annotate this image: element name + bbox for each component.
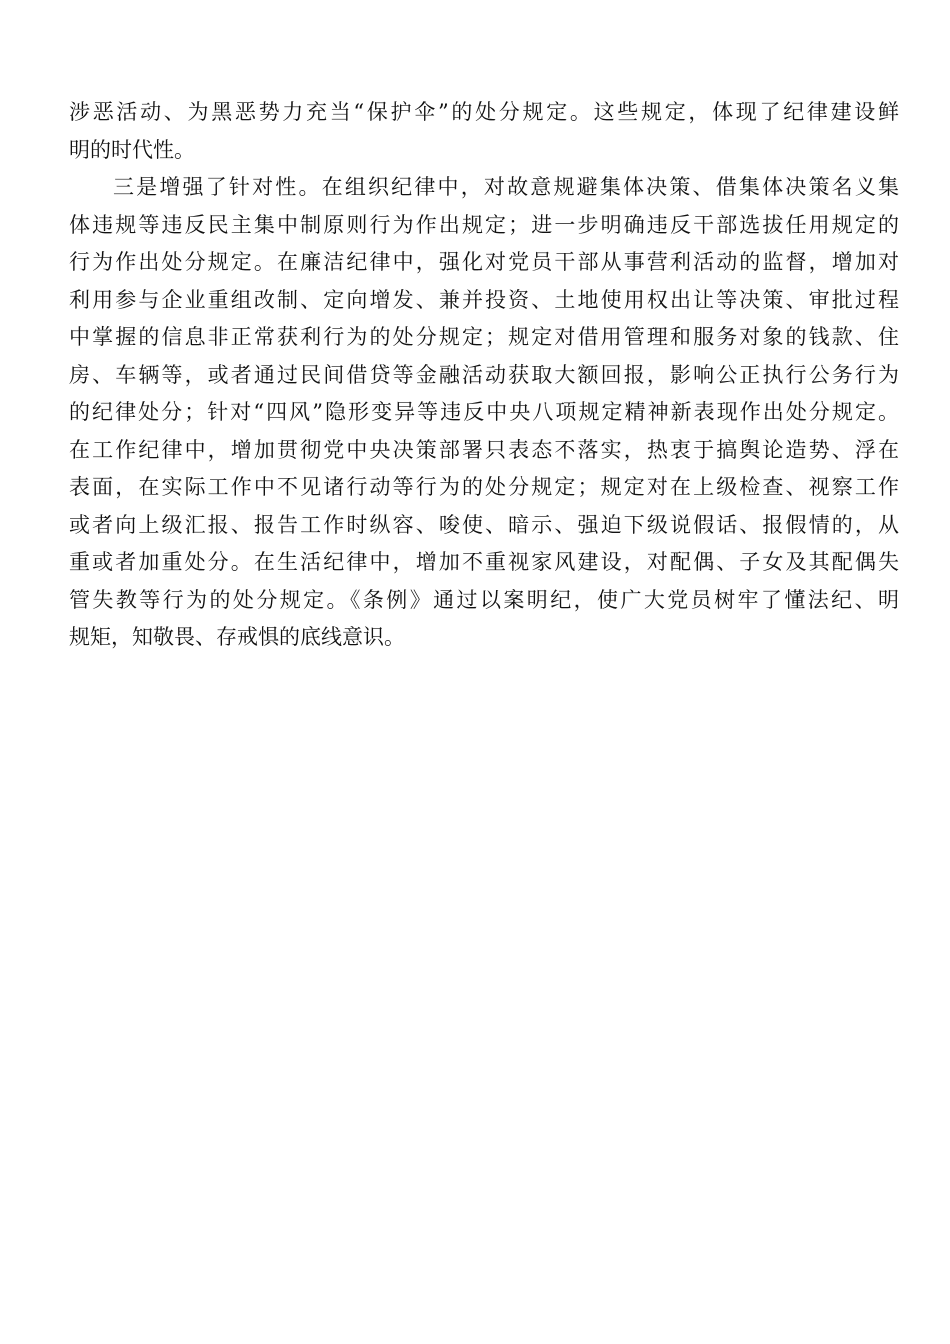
text-line: 或者向上级汇报、报告工作时纵容、唆使、暗示、强迫下级说假话、报假情的，从 xyxy=(69,512,899,537)
paragraph xyxy=(69,94,899,169)
text-line: 明的时代性。 xyxy=(69,137,195,162)
text-line: 重或者加重处分。在生活纪律中，增加不重视家风建设，对配偶、子女及其配偶失 xyxy=(69,550,899,574)
text-line: 在工作纪律中，增加贯彻党中央决策部署只表态不落实，热衷于搞舆论造势、浮在 xyxy=(69,437,899,462)
text-line: 涉恶活动、为黑恶势力充当“保护伞”的处分规定。这些规定，体现了纪律建设鲜 xyxy=(69,100,899,124)
text-line: 规矩，知敬畏、存戒惧的底线意识。 xyxy=(69,625,405,649)
text-line: 利用参与企业重组改制、定向增发、兼并投资、土地使用权出让等决策、审批过程 xyxy=(69,287,899,312)
text-line: 三是增强了针对性。在组织纪律中，对故意规避集体决策、借集体决策名义集 xyxy=(113,175,899,199)
text-line: 房、车辆等，或者通过民间借贷等金融活动获取大额回报，影响公正执行公务行为 xyxy=(69,362,899,387)
text-line: 表面，在实际工作中不见诸行动等行为的处分规定；规定对在上级检查、视察工作 xyxy=(69,475,899,499)
document-body xyxy=(69,94,899,657)
text-line: 的纪律处分；针对“四风”隐形变异等违反中央八项规定精神新表现作出处分规定。 xyxy=(69,400,899,424)
text-line: 行为作出处分规定。在廉洁纪律中，强化对党员干部从事营利活动的监督，增加对 xyxy=(69,250,899,274)
text-line: 中掌握的信息非正常获利行为的处分规定；规定对借用管理和服务对象的钱款、住 xyxy=(69,325,899,349)
text-line: 体违规等违反民主集中制原则行为作出规定；进一步明确违反干部选拔任用规定的 xyxy=(69,212,899,237)
text-line: 管失教等行为的处分规定。《条例》通过以案明纪，使广大党员树牢了懂法纪、明 xyxy=(69,587,899,612)
paragraph xyxy=(69,169,899,657)
